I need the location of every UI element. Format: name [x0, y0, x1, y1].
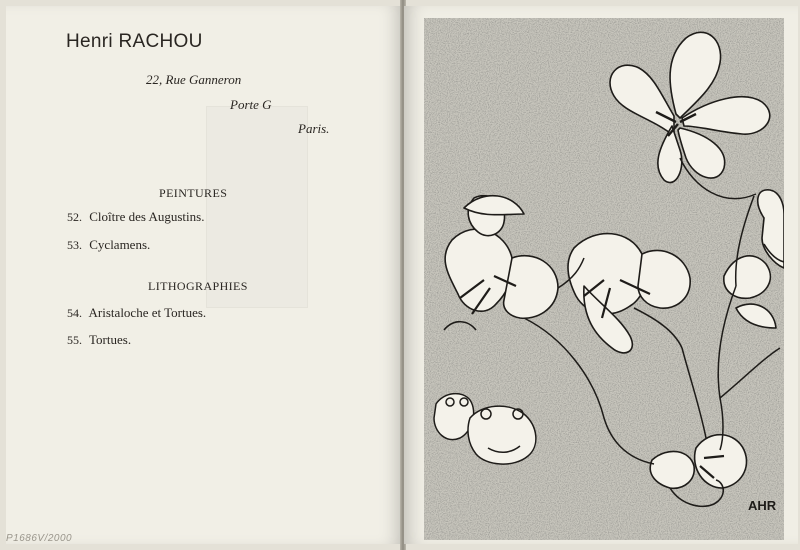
tortoise-right [468, 406, 536, 464]
entry-number: 52. [67, 210, 82, 224]
entry-title: Cloître des Augustins. [89, 209, 205, 224]
artist-monogram: AHR [748, 498, 777, 513]
address-street: 22, Rue Ganneron [146, 72, 242, 87]
catalog-entry [67, 305, 206, 321]
entry-number: 54. [67, 306, 82, 320]
entry-title: Aristaloche et Tortues. [88, 305, 207, 320]
catalog-entry [67, 332, 131, 348]
lithograph-illustration [424, 18, 784, 540]
catalog-entry [67, 209, 204, 225]
flowers-tortoises-drawing [424, 18, 784, 540]
address-door: Porte G [230, 97, 272, 112]
section-title-lithographies: LITHOGRAPHIES [148, 279, 248, 293]
catalog-entry [67, 237, 150, 253]
show-through-shadow [206, 106, 308, 308]
entry-title: Cyclamens. [89, 237, 151, 252]
entry-number: 53. [67, 238, 82, 252]
address-city: Paris. [298, 121, 330, 136]
section-title-peintures: PEINTURES [159, 186, 228, 200]
entry-title: Tortues. [89, 332, 132, 347]
entry-number: 55. [67, 333, 82, 347]
artist-name: Henri RACHOU [66, 31, 203, 52]
archive-stamp: P1686V/2000 [6, 533, 73, 544]
